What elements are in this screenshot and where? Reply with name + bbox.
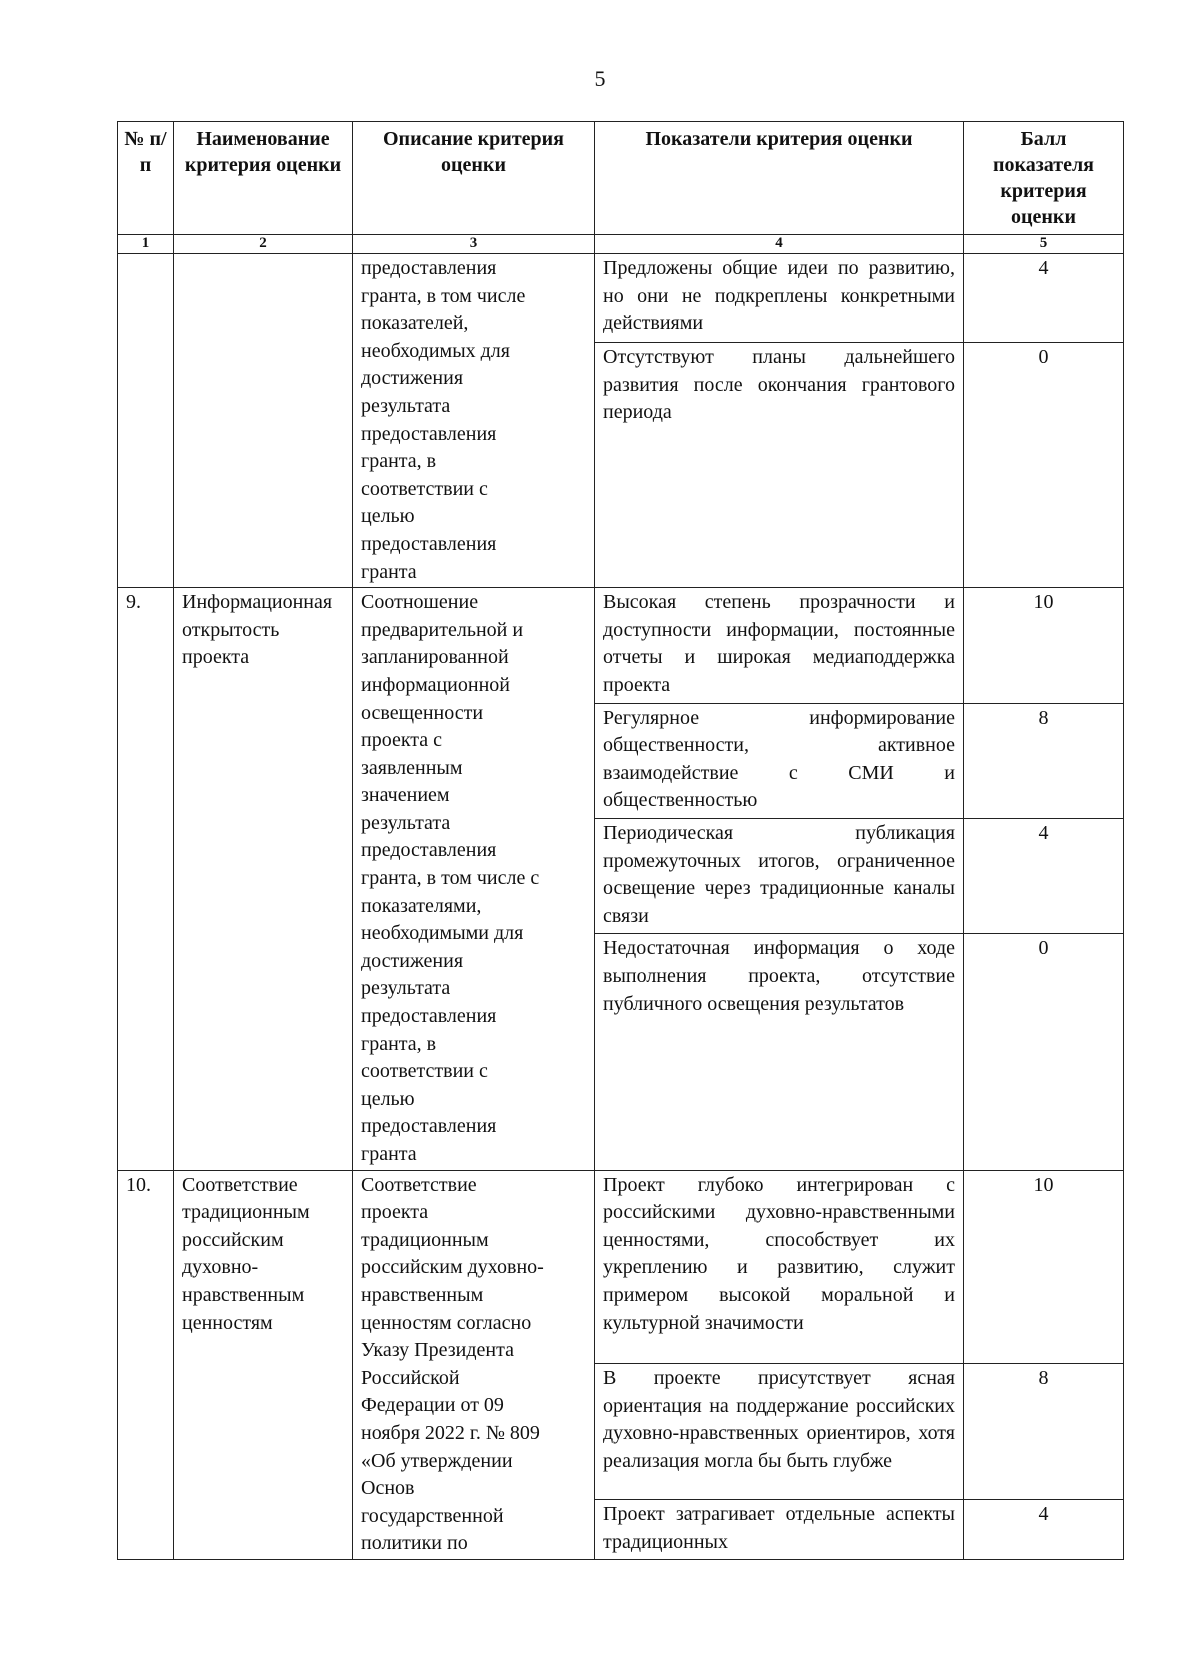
header-row: [118, 122, 1124, 235]
criterion-description: Соответствие проекта традиционным российским духовно- нравственным ценностям согласно Указу Президента Российской Федерации от 09 ноября 2022 г. № 809 «Об утверждении Основ государственной политики по: [361, 1173, 544, 1555]
column-number: 5: [964, 235, 1124, 254]
header-criterion-description: Описание критерия оценки: [353, 122, 595, 235]
indicator-score: 4: [964, 818, 1124, 933]
criterion-number-cell: [118, 254, 174, 588]
indicator-text: Периодическая публикация промежуточных итогов, ограниченное освещение через традиционные каналы связи: [595, 818, 964, 933]
table-row: [118, 1170, 1124, 1364]
indicator-text: Проект глубоко интегрирован с российскими духовно-нравственными ценностями, способствует их укреплению и развитию, служит примером высокой моральной и культурной значимости: [595, 1170, 964, 1364]
criterion-name-cell: [174, 1170, 353, 1559]
indicator-text: Предложены общие идеи по развитию, но они не подкреплены конкретными действиями: [595, 254, 964, 343]
criterion-description-cell: [353, 254, 595, 588]
indicator-text: Проект затрагивает отдельные аспекты традиционных: [595, 1499, 964, 1559]
indicator-text: Отсутствуют планы дальнейшего развития после окончания грантового периода: [595, 343, 964, 588]
header-criterion-name: Наименование критерия оценки: [174, 122, 353, 235]
indicator-score: 10: [964, 1170, 1124, 1364]
table-row: [118, 588, 1124, 703]
criterion-description-cell: [353, 1170, 595, 1559]
criterion-description: Соотношение предварительной и запланированной информационной освещенности проекта с заявленным значением результата предоставления гранта, в том числе с показателями, необходимыми для достижения результата предоставления гранта, в соответствии с целью предоставления гранта: [361, 591, 540, 1165]
indicator-text: В проекте присутствует ясная ориентация на поддержание российских духовно-нравственных ориентиров, хотя реализация могла бы быть глубже: [595, 1364, 964, 1500]
indicator-score: 0: [964, 934, 1124, 1170]
header-score: Балл показателя критерия оценки: [964, 122, 1124, 235]
criterion-description: предоставления гранта, в том числе показателей, необходимых для достижения результата предоставления гранта, в соответствии с целью предоставления гранта: [361, 257, 526, 583]
column-number: 2: [174, 235, 353, 254]
header-criterion-indicators: Показатели критерия оценки: [595, 122, 964, 235]
indicator-text: Регулярное информирование общественности, активное взаимодействие с СМИ и общественностью: [595, 703, 964, 818]
table-row: [118, 254, 1124, 343]
indicator-score: 8: [964, 703, 1124, 818]
column-number-row: [118, 235, 1124, 254]
indicator-text: Высокая степень прозрачности и доступности информации, постоянные отчеты и широкая медиаподдержка проекта: [595, 588, 964, 703]
header-number: № п/п: [118, 122, 174, 235]
column-number: 1: [118, 235, 174, 254]
criterion-number: 9.: [118, 588, 174, 1170]
indicator-score: 4: [964, 254, 1124, 343]
criterion-name-cell: [174, 254, 353, 588]
indicator-score: 10: [964, 588, 1124, 703]
page-number: 5: [594, 66, 606, 91]
criteria-table: [117, 121, 1124, 1560]
criterion-number: 10.: [118, 1170, 174, 1559]
indicator-score: 8: [964, 1364, 1124, 1500]
criterion-description-cell: [353, 588, 595, 1170]
criterion-name: Информационная открытость проекта: [174, 588, 353, 1170]
indicator-text: Недостаточная информация о ходе выполнения проекта, отсутствие публичного освещения результатов: [595, 934, 964, 1170]
column-number: 4: [595, 235, 964, 254]
column-number: 3: [353, 235, 595, 254]
criterion-name: Соответствие традиционным российским духовно- нравственным ценностям: [182, 1173, 310, 1334]
indicator-score: 4: [964, 1499, 1124, 1559]
indicator-score: 0: [964, 343, 1124, 588]
